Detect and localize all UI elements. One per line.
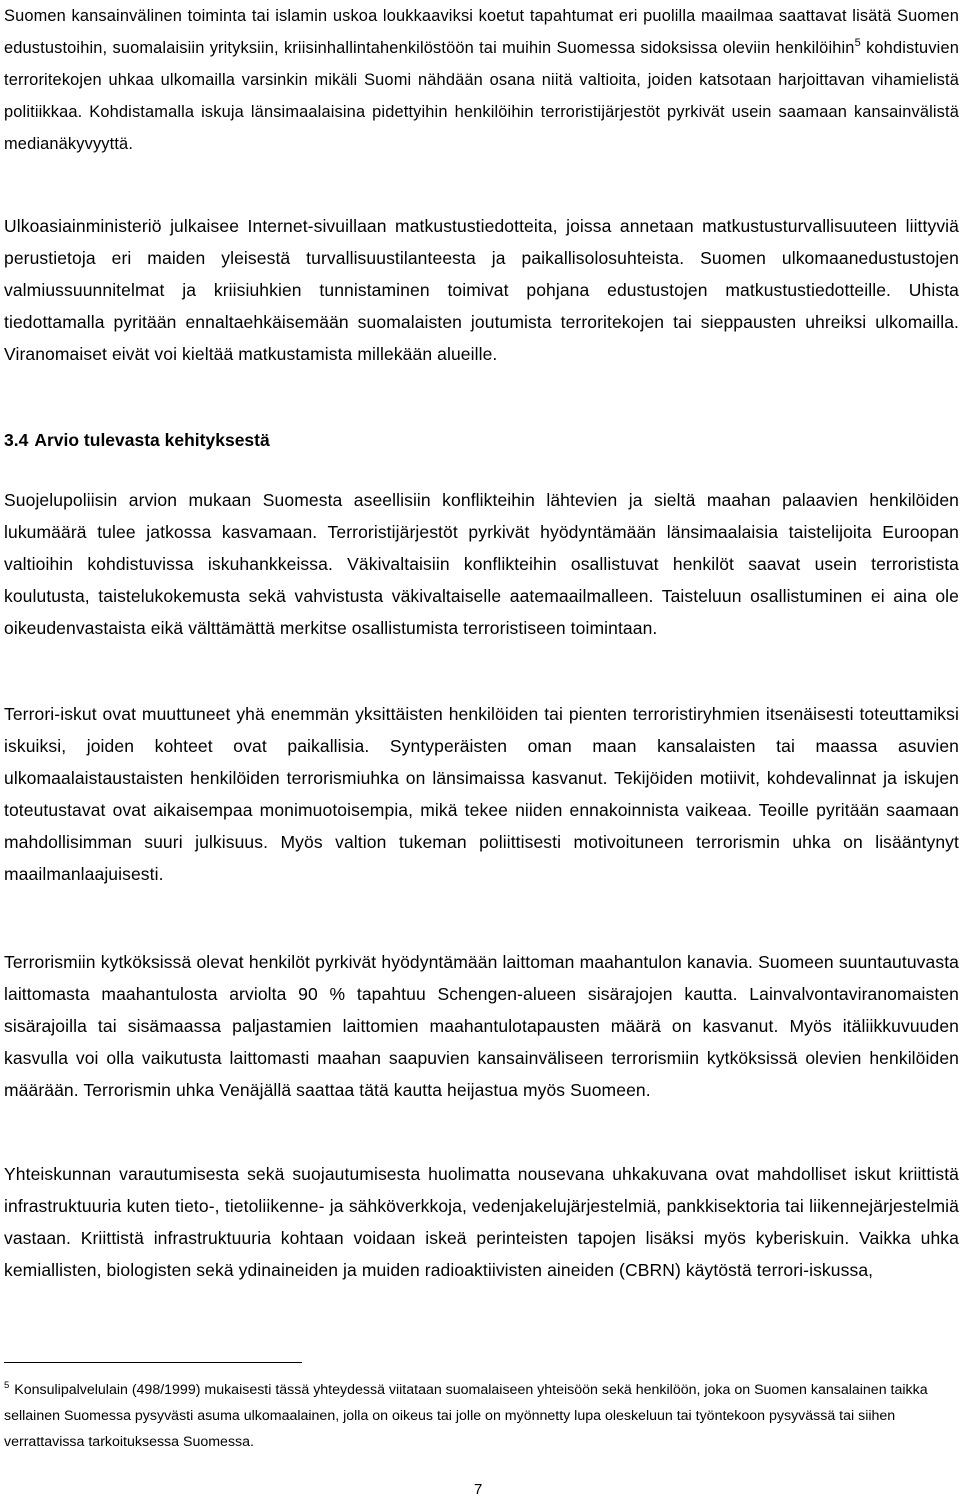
section-title: Arvio tulevasta kehityksestä [34,430,270,450]
paragraph-text: Suomen kansainvälinen toiminta tai islamin uskoa loukkaaviksi koetut tapahtumat eri puolilla maailmaa saattavat lisätä Suomen edustustoihin, suomalaisiin yrityksiin, kriisinhallintahenkilöstöön tai muihin Suomessa sidoksissa oleviin henkilöihin [4,7,959,57]
footnote-reference[interactable]: 5 [854,37,861,49]
paragraph-international-activity [4,0,959,160]
footnote [4,1377,954,1455]
section-heading [4,424,270,456]
paragraph-conflict-travellers: Suojelupoliisin arvion mukaan Suomesta aseellisiin konflikteihin lähtevien ja sieltä maahan palaavien henkilöiden lukumäärä tulee jatkossa kasvamaan. Terroristijärjestöt pyrkivät hyödyntämään länsimaalaisia taistelijoita Euroopan valtioihin kohdistuvissa iskuhankkeissa. Väkivaltaisiin konflikteihin osallistuvat henkilöt saavat usein terroristista koulutusta, taistelukokemusta sekä vahvistusta väkivaltaiselle aatemaailmalleen. Taisteluun osallistuminen ei aina ole oikeudenvastaista eikä välttämättä merkitse osallistumista terroristiseen toimintaan. [4,490,959,638]
paragraph-illegal-immigration: Terrorismiin kytköksissä olevat henkilöt pyrkivät hyödyntämään laittoman maahantulon kanavia. Suomeen suuntautuvasta laittomasta maahantulosta arviolta 90 % tapahtuu Schengen-alueen sisärajojen kautta. Lainvalvontaviranomaisten sisärajoilla tai sisämaassa paljastamien laittomien maahantulotapausten määrä on kasvanut. Myös itäliikkuvuuden kasvulla voi olla vaikutusta laittomasti maahan saapuvien kansainväliseen terrorismiin kytköksissä olevien henkilöiden määrään. Terrorismin uhka Venäjällä saattaa tätä kautta heijastua myös Suomeen. [4,952,959,1100]
paragraph-terror-attacks: Terrori-iskut ovat muuttuneet yhä enemmän yksittäisten henkilöiden tai pienten terroristiryhmien itsenäisesti toteuttamiksi iskuiksi, joiden kohteet ovat paikallisia. Syntyperäisten oman maan kansalaisten tai maassa asuvien ulkomaalaistaustaisten henkilöiden terrorismiuhka on länsimaissa kasvanut. Tekijöiden motiivit, kohdevalinnat ja iskujen toteutustavat ovat aikaisempaa monimuotoisempia, mikä tekee niiden ennakoinnista vaikeaa. Teoille pyritään saamaan mahdollisimman suuri julkisuus. Myös valtion tukeman poliittisesti motivoituneen terrorismin uhka on lisääntynyt maailmanlaajuisesti. [4,704,959,884]
footnote-text: Konsulipalvelulain (498/1999) mukaisesti tässä yhteydessä viitataan suomalaiseen yhteisöön sekä henkilöön, joka on Suomen kansalainen taikka sellainen Suomessa pysyvästi asuma ulkomaalainen, jolla on oikeus tai jolle on myönnetty lupa oleskeluun tai työntekoon pysyvässä tai siihen verrattavissa tarkoituksessa Suomessa. [4,1382,928,1450]
page-number: 7 [474,1481,483,1498]
footnote-separator [4,1362,302,1363]
paragraph-travel-advisories: Ulkoasiainministeriö julkaisee Internet-sivuillaan matkustustiedotteita, joissa annetaan matkustusturvallisuuteen liittyviä perustietoja eri maiden yleisestä turvallisuustilanteesta ja paikallisolosuhteista. Suomen ulkomaanedustustojen valmiussuunnitelmat ja kriisiuhkien tunnistaminen toimivat pohjana edustustojen matkustustiedotteille. Uhista tiedottamalla pyritään ennaltaehkäisemään suomalaisten joutumista terroritekojen tai sieppausten uhreiksi ulkomailla. Viranomaiset eivät voi kieltää matkustamista millekään alueille. [4,216,959,364]
paragraph-critical-infrastructure: Yhteiskunnan varautumisesta sekä suojautumisesta huolimatta nousevana uhkakuvana ovat mahdolliset iskut kriittistä infrastruktuuria kuten tieto-, tietoliikenne- ja sähköverkkoja, vedenjakelujärjestelmiä, pankkisektoria tai liikennejärjestelmiä vastaan. Kriittistä infrastruktuuria kohtaan voidaan iskeä perinteisten tapojen lisäksi myös kyberiskuin. Vaikka uhka kemiallisten, biologisten sekä ydinaineiden ja muiden radioaktiivisten aineiden (CBRN) käytöstä terrori-iskussa, [4,1164,959,1280]
section-number: 3.4 [4,430,29,450]
footnote-marker: 5 [4,1380,10,1391]
paragraph-text: kohdistuvien terroritekojen uhkaa ulkomailla varsinkin mikäli Suomi nähdään osana niitä valtioita, joiden katsotaan harjoittavan vihamielistä politiikkaa. Kohdistamalla iskuja länsimaalaisina pidettyihin henkilöihin terroristijärjestöt pyrkivät usein saamaan kansainvälistä medianäkyvyyttä. [4,39,959,153]
document-page [4,0,959,1504]
